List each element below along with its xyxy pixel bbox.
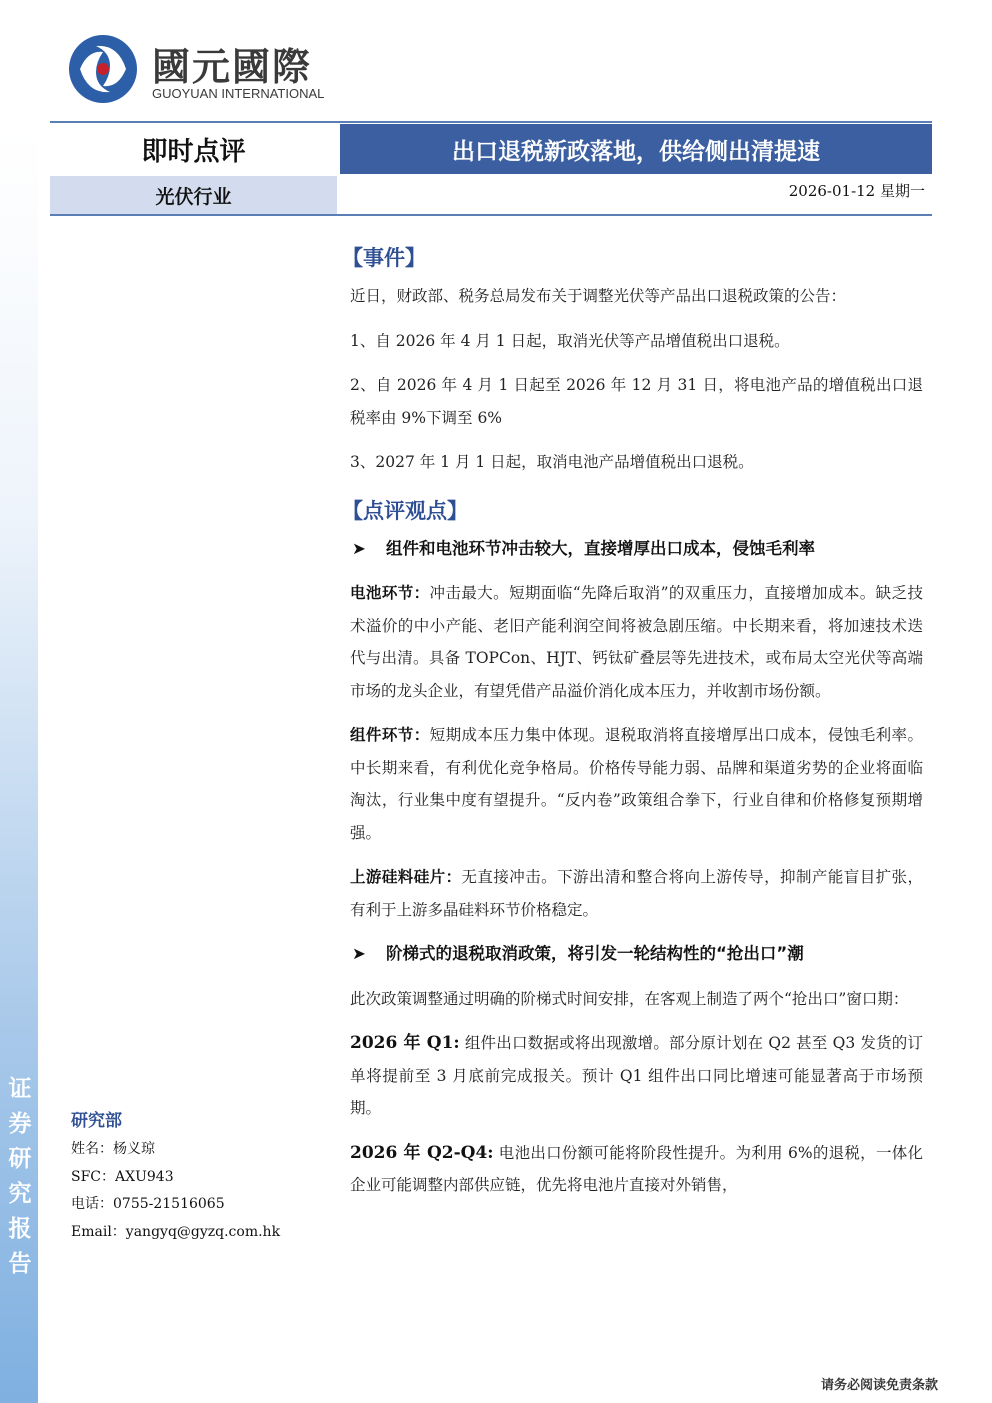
bullet-text: 组件和电池环节冲击较大，直接增厚出口成本，侵蚀毛利率 — [386, 538, 815, 558]
logo-mark-icon — [66, 32, 146, 106]
analyst-name: 姓名：杨义琼 — [71, 1141, 155, 1157]
paragraph-text: 电池出口份额可能将阶段性提升。为利用 6%的退税，一体化企业可能调整内部供应链，优先将电池片直接对外销售， — [350, 1143, 923, 1194]
event-item-2: 2、自 2026 年 4 月 1 日起至 2026 年 12 月 31 日，将电池产品的增值税出口退税率由 9%下调至 6% — [350, 376, 923, 427]
event-item-3: 3、2027 年 1 月 1 日起，取消电池产品增值税出口退税。 — [350, 453, 754, 471]
report-title: 出口退税新政落地，供给侧出清提速 — [340, 124, 932, 174]
paragraph-text: 无直接冲击。下游出清和整合将向上游传导，抑制产能盲目扩张，有利于上游多晶硅料环节价格稳定。 — [350, 868, 923, 919]
analyst-info — [71, 1106, 321, 1246]
analyst-dept: 研究部 — [71, 1111, 122, 1131]
paragraph-window-q2q4 — [350, 1137, 923, 1202]
bullet-text: 阶梯式的退税取消政策，将引发一轮结构性的“抢出口”潮 — [386, 944, 804, 963]
industry-label: 光伏行业 — [50, 176, 337, 214]
report-date: 2026-01-12 星期一 — [788, 182, 925, 200]
paragraph-lead: 电池环节： — [350, 584, 430, 602]
bullet-point-1 — [350, 533, 923, 566]
view-heading: 【点评观点】 — [342, 498, 468, 523]
arrow-bullet-icon: ➤ — [352, 944, 366, 963]
header-rule-top — [50, 121, 932, 123]
analyst-phone: 电话：0755-21516065 — [71, 1196, 225, 1212]
analyst-email: Email：yangyq@gyzq.com.hk — [71, 1223, 281, 1240]
paragraph-lead: 组件环节： — [350, 726, 430, 744]
event-heading: 【事件】 — [342, 246, 426, 270]
paragraph-text: 短期成本压力集中体现。退税取消将直接增厚出口成本，侵蚀毛利率。中长期来看，有利优化竞争格局。价格传导能力弱、品牌和渠道劣势的企业将面临淘汰，行业集中度有望提升。“反内卷”政策组合拳下，行业自律和价格修复预期增强。 — [350, 726, 923, 842]
analyst-sfc: SFC：AXU943 — [71, 1168, 174, 1185]
paragraph-lead: 2026 年 Q1: — [350, 1033, 460, 1053]
paragraph-lead: 2026 年 Q2-Q4: — [350, 1142, 494, 1163]
report-body — [342, 238, 923, 1214]
event-intro: 近日，财政部、税务总局发布关于调整光伏等产品出口退税政策的公告： — [350, 287, 847, 305]
report-type: 即时点评 — [50, 124, 337, 174]
paragraph-lead: 上游硅料硅片： — [350, 868, 462, 886]
logo-text-en: GUOYUAN INTERNATIONAL — [152, 86, 325, 101]
paragraph-window-q1 — [350, 1027, 923, 1125]
paragraph-text: 冲击最大。短期面临“先降后取消”的双重压力，直接增加成本。缺乏技术溢价的中小产能、老旧产能利润空间将被急剧压缩。中长期来看，将加速技术迭代与出清。具备 TOPCon、HJT、钙钛矿叠层等先进技术，或布局太空光伏等高端市场的龙头企业，有望凭借产品溢价消化成本压力，并收割市场份额。 — [350, 584, 923, 700]
event-item-1: 1、自 2026 年 4 月 1 日起，取消光伏等产品增值税出口退税。 — [350, 331, 790, 350]
paragraph-module — [350, 719, 923, 849]
bullet-point-2 — [350, 938, 923, 971]
header-rule-bottom — [50, 214, 932, 216]
footer-disclaimer[interactable]: 请务必阅读免责条款 — [820, 1378, 938, 1393]
side-label: 证券研究报告 — [8, 1076, 32, 1277]
paragraph-window-intro: 此次政策调整通过明确的阶梯式时间安排，在客观上制造了两个“抢出口”窗口期： — [350, 989, 909, 1008]
paragraph-upstream — [350, 861, 923, 926]
paragraph-text: 组件出口数据或将出现激增。部分原计划在 Q2 甚至 Q3 发货的订单将提前至 3 月底前完成报关。预计 Q1 组件出口同比增速可能显著高于市场预期。 — [350, 1034, 923, 1117]
paragraph-battery — [350, 577, 923, 707]
logo — [66, 32, 336, 106]
arrow-bullet-icon: ➤ — [352, 538, 366, 558]
logo-text-cn: 國元國際 — [152, 45, 313, 89]
